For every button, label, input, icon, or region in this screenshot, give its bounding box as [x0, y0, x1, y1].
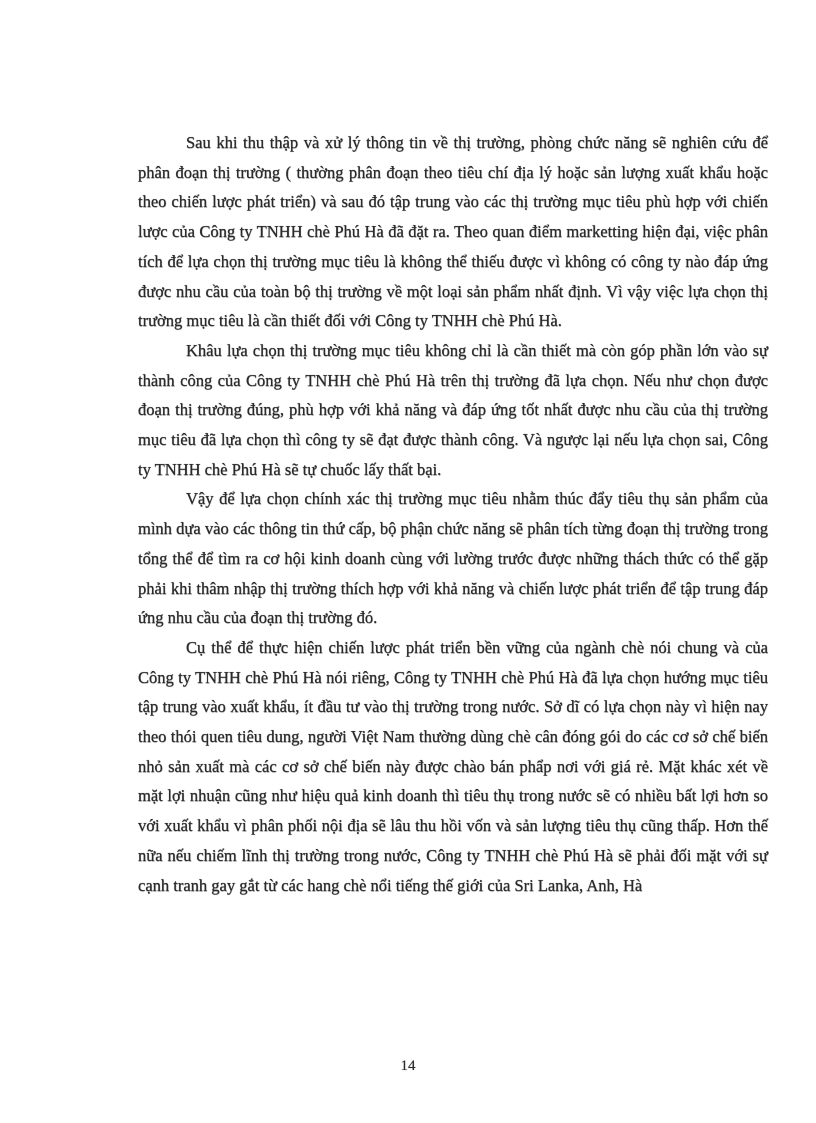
paragraph-1: Sau khi thu thập và xử lý thông tin về thị trường, phòng chức năng sẽ nghiên cứu để phân đoạn thị trường ( thường phân đoạn theo tiêu chí địa lý hoặc sản lượng xuất khẩu hoặc theo chiến lược phát triển) và sau đó tập trung vào các thị trường mục tiêu phù hợp với chiến lược của Công ty TNHH chè Phú Hà đã đặt ra. Theo quan điểm marketting hiện đại, việc phân tích để lựa chọn thị trường mục tiêu là không thể thiếu được vì không có công ty nào đáp ứng được nhu cầu của toàn bộ thị trường về một loại sản phẩm nhất định. Vì vậy việc lựa chọn thị trường mục tiêu là cần thiết đối với Công ty TNHH chè Phú Hà.: [138, 133, 768, 331]
paragraph-4: Cụ thể để thực hiện chiến lược phát triển bền vững của ngành chè nói chung và của Công ty TNHH chè Phú Hà nói riêng, Công ty TNHH chè Phú Hà đã lựa chọn hướng mục tiêu tập trung vào xuất khẩu, ít đầu tư vào thị trường trong nước. Sở dĩ có lựa chọn này vì hiện nay theo thói quen tiêu dung, người Việt Nam thường dùng chè cân đóng gói do các cơ sở chế biến nhỏ sản xuất mà các cơ sở chế biến này được chào bán phẩp nơi với giá rẻ. Mặt khác xét về mặt lợi nhuận cũng như hiệu quả kinh doanh thì tiêu thụ trong nước sẽ có nhiều bất lợi hơn so với xuất khẩu vì phân phối nội địa sẽ lâu thu hồi vốn và sản lượng tiêu thụ cũng thấp. Hơn thế nữa nếu chiếm lĩnh thị trường trong nước, Công ty TNHH chè Phú Hà sẽ phải đối mặt với sự cạnh tranh gay gắt từ các hang chè nổi tiếng thế giới của Sri Lanka, Anh, Hà: [138, 637, 768, 895]
page-number: 14: [400, 1058, 416, 1074]
paragraph-2: Khâu lựa chọn thị trường mục tiêu không chỉ là cần thiết mà còn góp phần lớn vào sự thành công của Công ty TNHH chè Phú Hà trên thị trường đã lựa chọn. Nếu như chọn được đoạn thị trường đúng, phù hợp với khả năng và đáp ứng tốt nhất được nhu cầu của thị trường mục tiêu đã lựa chọn thì công ty sẽ đạt được thành công. Và ngược lại nếu lựa chọn sai, Công ty TNHH chè Phú Hà sẽ tự chuốc lấy thất bại.: [138, 340, 768, 479]
body-text: [138, 128, 768, 900]
paragraph-3: Vậy để lựa chọn chính xác thị trường mục tiêu nhằm thúc đẩy tiêu thụ sản phẩm của mình dựa vào các thông tin thứ cấp, bộ phận chức năng sẽ phân tích từng đoạn thị trường trong tổng thể để tìm ra cơ hội kinh doanh cùng với lường trước được những thách thức có thể gặp phải khi thâm nhập thị trường thích hợp với khả năng và chiến lược phát triển để tập trung đáp ứng nhu cầu của đoạn thị trường đó.: [138, 489, 768, 628]
